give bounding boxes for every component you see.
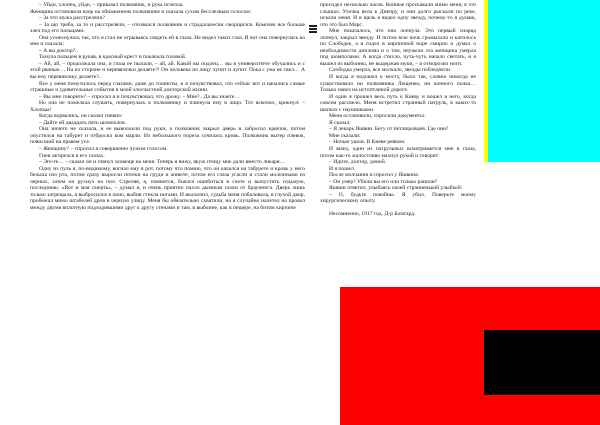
paragraph: Она усмехнулась так, что я стал не отрываясь глядеть ей в глаза. Не видел таких глаз. И вот она повернулась ко мне и сказала: [30, 34, 305, 48]
cyan-block [488, 0, 600, 162]
menu-icon[interactable] [309, 25, 317, 33]
paragraph: Женщина остановила взор на обнаженном полковнике и сказала сухим бесслезным голосом: [30, 8, 252, 15]
paragraph: Я сказал: [329, 119, 351, 126]
paragraph: Мне показалось, что она лопнула. Это первый снаряд лопнул, закрыл звезду. И потом всю ночь громыхало и катилось по Слободке, а я сидел в кирпичной норе смирно и думал о необходимости диплома и о том, неужели эта женщина умерла под шомполами. А когда стихло, чуть-чуть начало светать, и я вышел из выбоины, не выдержав муки, – я отморозил ноги. [320, 28, 476, 67]
paragraph: – Женщину? – спросил я совершенно чужим голосом. [39, 146, 168, 153]
paragraph: Ткнула пальцем в рукав, в красный крест и покачала головой. [39, 54, 187, 61]
paragraph: Мне сказали: [329, 132, 361, 139]
paragraph: Несомненно, 1917 год. Д-р Бомгард. [329, 211, 416, 218]
menu-icon-bar [309, 25, 317, 27]
red-strip-block [484, 395, 600, 425]
paragraph: – Идите, доктор, домой. [329, 159, 387, 166]
paragraph: Она ничего не сказала, и ее выволокли под руки, а полковник закрыл дверь и забросил крючок, потом опустился на табурет и отбросил ком марли. Из небольшого пореза сочилась кровь. Полковник вытер плевок, повисший на правом усе. [30, 126, 305, 146]
black-block [484, 330, 600, 395]
paragraph: И вижу, один из патрульных всматривается мне в глаза, потом как-то жалостливо махнул рукой и говорит: [320, 146, 476, 159]
paragraph: – Дайте ей двадцать пять шомполов. [39, 119, 126, 126]
paragraph: – Я лекарь Яшвин. Бегу от петлюровцев. Где они? [329, 126, 449, 133]
paragraph: – За що треба, за то и расстреляли, – отозвался полковник и страдальчески сморщился. Комочек все больше злел под его пальцами. [30, 21, 305, 35]
paragraph: – Вы мне говорите? – спросил я и почувствовал, что дрожу. – Мне?.. Да вы знаете… [39, 93, 240, 100]
paragraph: – Он умер? Убили вы его или только ранили? [329, 178, 438, 185]
paragraph: Слободка умерла, все молчало, звезды побледнели. [329, 67, 452, 74]
paragraph: – О, будьте покойны. Я убил. Поверьте моему хирургическому опыту. [320, 191, 476, 205]
paragraph: Когда ворвались, он сказал гневно: [39, 113, 123, 120]
paragraph: Яшвин ответил, улыбаясь своей странненькой улыбкой: [329, 185, 463, 192]
right-text-column [320, 2, 476, 218]
paragraph: просидел несколько часов. Конные проскакали мимо меня, я это слышал. Улочка вела к Днепру, и они долго рыскали по реке, искали меня. И в щель я видел одну звезду, почему-то я думаю, что это был Марс. [320, 2, 476, 28]
paragraph: И один я прошел весь путь к Киеву и вошел в него, когда совсем рассвело. Меня встретил странный патруль, в каких-то шапках с наушниками. [320, 93, 476, 113]
paragraph: И я пошел. [329, 165, 356, 172]
menu-icon-bar [309, 31, 317, 33]
paragraph: Одну из пуль я, по-видимому, вогнал ему в рот, потому что помню, что он качался на табурете и кровь у него бежала изо рта, потом сразу выросли потеки на груди и животе, потом его глаза угасли и стали молочными из черных, затем он рухнул на пол. Стреляя, я, помнится, боялся ошибиться в счете и выпустить седьмую, последнюю. «Вот и моя смерть», – думал я, и очень приятно пахло дымным газом от браунинга. Дверь лишь только затрещала, я выбросился в окно, выбив стекла ногами. И выскочил, судьба меня побаловала, в глухой двор, пробежал мимо штабелей дров в черную улицу. Меня бы обязательно схватили, но я случайно налетел на провал между двумя вплотную подходившими друг к другу стенами и там, в выбоине, как в пещере, на битом кирпиче [30, 165, 305, 211]
paragraph: – Ночью ушли. В Киеве ревком. [329, 139, 406, 146]
paragraph: Но она не пожелала слушать, повернулась к полковнику и плюнула ему в лицо. Тот вскочил, крикнул: – Хлопцы! [30, 100, 305, 113]
paragraph: Гнев загорелся в его глазах. [39, 152, 105, 159]
menu-icon-bar [309, 28, 317, 30]
paragraph: После молчания я спросил у Яшвина: [329, 172, 420, 179]
paragraph: – Уйди, хлопец, уйди, – приказал полковник, и рука исчезла. [39, 2, 184, 8]
paragraph: – За что мужа расстреляли? [39, 15, 105, 22]
paragraph: – Ай, ай, – продолжала она, и глаза ее пылали, – ай, ай. Какой вы подлец… вы в университете обучались и с этой рванью… На их стороне и перевязочки делаете?! Он человека по лицу лупит и лупит. Пока с ума не свел… А вы ему перевязочку делаете?.. [30, 60, 305, 81]
paragraph: Все у меня помутилось перед глазами, даже до тошноты, и я почувствовал, что сейчас вот и начались самые страшные и удивительные события в моей злосчастной докторской жизни. [30, 80, 305, 94]
paragraph: – А вы доктор?.. [39, 47, 78, 54]
paragraph: И когда я подошел к мосту, было так, словно никогда не существовало ни полковника Лещенко, ни конного полка… Только навоз на истоптанной дороге. [320, 74, 476, 94]
paragraph: Меня остановили, спросили документы. [329, 113, 426, 120]
paragraph: – Эге-ге… – сказал он и глянул зловеще на меня. Теперь я вижу, якую птицу мне дали вместо ликаря… [39, 159, 286, 166]
left-text-column [30, 2, 305, 212]
